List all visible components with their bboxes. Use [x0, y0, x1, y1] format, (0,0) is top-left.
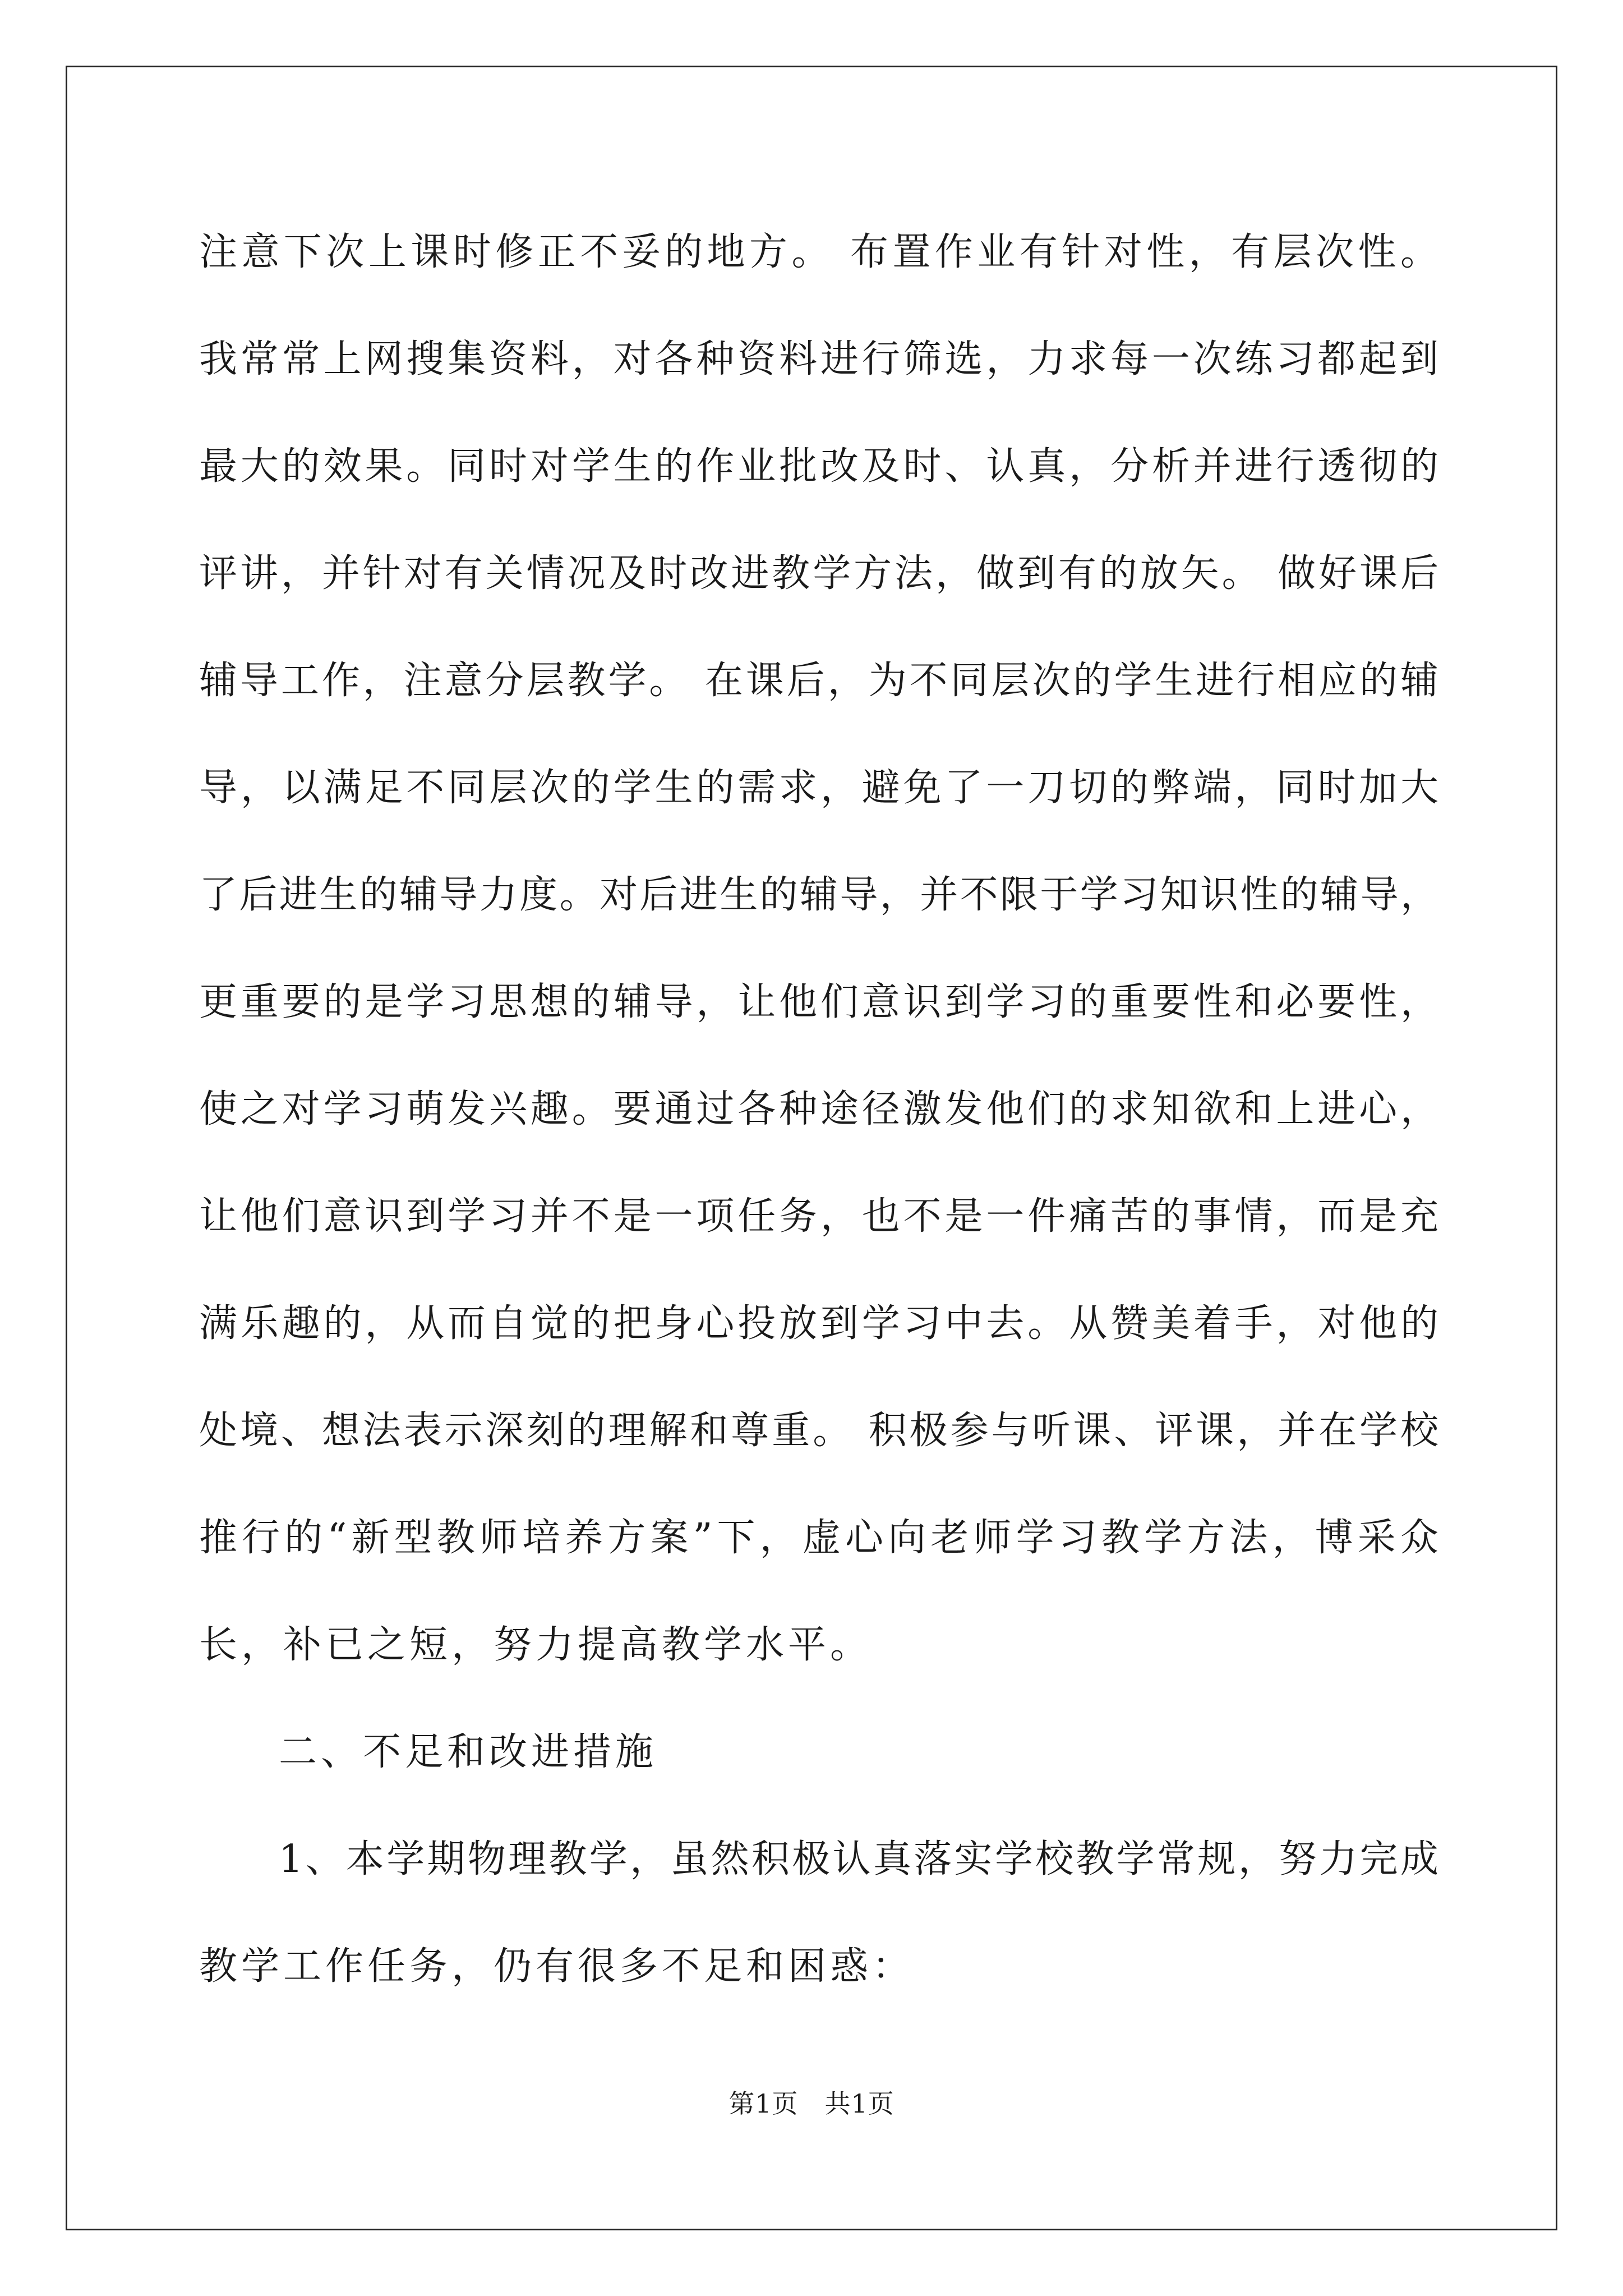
paragraph-line: 满乐趣的，从而自觉的把身心投放到学习中去。从赞美着手，对他的: [199, 1301, 1438, 1346]
paragraph-line: 使之对学习萌发兴趣。要通过各种途径激发他们的求知欲和上进心，: [199, 1087, 1438, 1131]
paragraph-line: 处境、想法表示深刻的理解和尊重。 积极参与听课、评课，并在学校: [199, 1409, 1438, 1453]
paragraph-line: 了后进生的辅导力度。对后进生的辅导，并不限于学习知识性的辅导，: [199, 873, 1438, 917]
document-body: [199, 222, 1438, 2043]
paragraph-line: 最大的效果。同时对学生的作业批改及时、认真，分析并进行透彻的: [199, 444, 1438, 489]
paragraph-line: 辅导工作，注意分层教学。 在课后，为不同层次的学生进行相应的辅: [199, 659, 1438, 703]
paragraph-line: 教学工作任务，仍有很多不足和困惑：: [199, 1944, 915, 1989]
section-heading: 二、不足和改进措施: [279, 1730, 658, 1774]
paragraph-line: 我常常上网搜集资料，对各种资料进行筛选，力求每一次练习都起到: [199, 337, 1438, 381]
paragraph-line: 更重要的是学习思想的辅导，让他们意识到学习的重要性和必要性，: [199, 980, 1438, 1024]
paragraph-line: 让他们意识到学习并不是一项任务，也不是一件痛苦的事情，而是充: [199, 1194, 1438, 1239]
paragraph-line: 导，以满足不同层次的学生的需求，避免了一刀切的弊端，同时加大: [199, 766, 1438, 810]
paragraph-line: 1、本学期物理教学，虽然积极认真落实学校教学常规，努力完成: [279, 1837, 1438, 1881]
paragraph-line: 评讲，并针对有关情况及时改进教学方法，做到有的放矢。 做好课后: [199, 551, 1438, 596]
page-footer: 第1页 共1页: [728, 2088, 895, 2119]
paragraph-line: 注意下次上课时修正不妥的地方。 布置作业有针对性，有层次性。: [199, 230, 1438, 274]
paragraph-line: 推行的“新型教师培养方案”下，虚心向老师学习教学方法，博采众: [199, 1516, 1438, 1560]
paragraph-line: 长，补已之短，努力提高教学水平。: [199, 1623, 873, 1667]
